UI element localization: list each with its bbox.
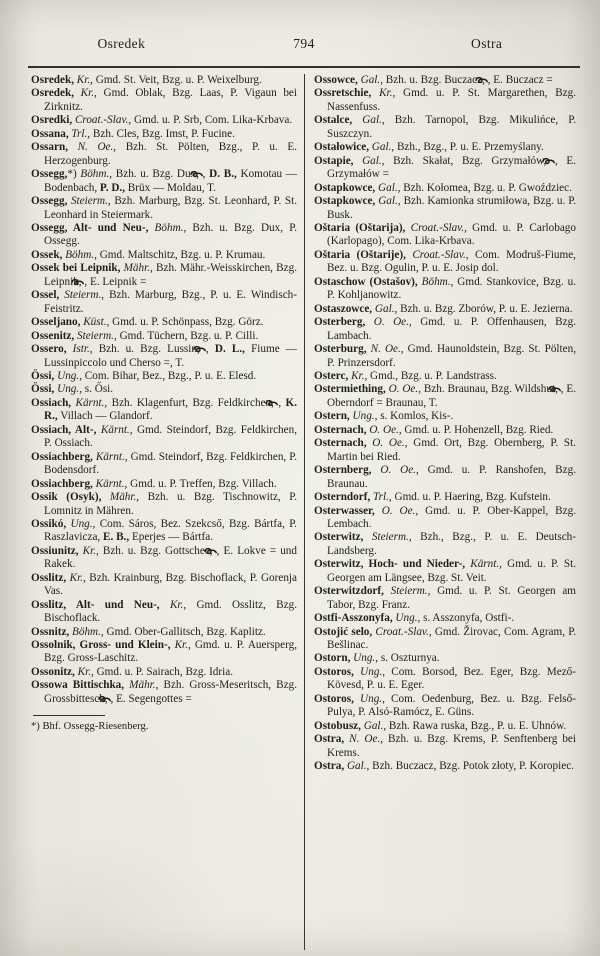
entry-headword: Osterwitz, bbox=[314, 531, 364, 544]
entry-headword: Ossel, bbox=[31, 289, 60, 302]
entry-text: Bzh. Braunau, Bzg. Wildshut, bbox=[421, 383, 561, 396]
entry-headword: Ossek bei Leipnik, bbox=[31, 262, 121, 275]
entry-text: Com. Oedenburg, Bez. u. Bzg. Felső-Pulya, P. Alsó-Ramócz, E. Güns. bbox=[327, 692, 576, 719]
entry-headword: Osslitz, bbox=[31, 571, 67, 584]
entry-text: s. Oszturnya. bbox=[378, 652, 440, 665]
entry-headword: Ossowce, bbox=[314, 74, 358, 86]
entry-region: O. Oe., bbox=[366, 423, 402, 436]
gazetteer-entry bbox=[31, 74, 297, 87]
entry-region: Ung., bbox=[353, 665, 386, 678]
entry-region: O. Oe., bbox=[371, 464, 419, 477]
gazetteer-entry bbox=[31, 168, 297, 195]
entry-headword: Ostojić selo, bbox=[314, 625, 373, 638]
column-divider bbox=[304, 74, 305, 950]
entry-region: Kr., bbox=[78, 544, 99, 557]
entry-headword: Ostałowice, bbox=[314, 141, 369, 154]
entry-region: Mähr., bbox=[101, 491, 140, 504]
entry-text: s. Asszonyfa, Ostfi-. bbox=[420, 612, 515, 625]
entry-text: Bzh., Bzg., P. u. E. Deutsch-Landsberg. bbox=[327, 531, 576, 557]
entry-headword: Ostapkowce, bbox=[314, 195, 376, 208]
entry-text: , E. Buczacz = bbox=[487, 74, 553, 86]
entry-text: Bzh. u. Bzg. Lussin, bbox=[92, 343, 206, 356]
entry-text: Gmd. Ort, Bzg. Obernberg, P. St. Martin bei Ried. bbox=[327, 437, 576, 463]
entry-bold-abbrev: D. L., bbox=[214, 343, 245, 356]
gazetteer-entry bbox=[314, 141, 576, 154]
header-right-keyword: Ostra bbox=[471, 36, 503, 51]
entry-headword: Ossegg, Alt- und Neu-, bbox=[31, 221, 149, 234]
entry-headword: Ossegg, bbox=[31, 195, 68, 208]
gazetteer-entry bbox=[314, 437, 576, 464]
entry-bold-abbrev: P. D., bbox=[99, 181, 125, 194]
entry-region: Ung., bbox=[349, 410, 378, 423]
entry-region: Ung., bbox=[392, 612, 421, 625]
gazetteer-entry bbox=[314, 155, 576, 182]
entry-headword: Ossiachberg, bbox=[31, 450, 93, 463]
entry-headword: Ossikó, bbox=[31, 517, 67, 530]
entry-text: Gmd. Maltschitz, Bzg. u. P. Krumau. bbox=[96, 248, 266, 261]
entry-text: Bzh. Klagenfurt, Bzg. Feldkirchen, bbox=[107, 396, 279, 409]
entry-text: Bzh. Gross-Meseritsch, Bzg. Grossbittesch, bbox=[44, 679, 297, 705]
entry-region: O. Oe., bbox=[366, 437, 408, 450]
gazetteer-entry bbox=[314, 733, 576, 760]
entry-text: Bzh. Mähr.-Weisskirchen, Bzg. Leipnik, bbox=[44, 262, 297, 288]
entry-region: O. Oe., bbox=[385, 383, 421, 396]
entry-region: Ung., bbox=[350, 652, 379, 665]
entry-region: Trl., bbox=[68, 127, 91, 140]
entry-headword: Osredek, bbox=[31, 87, 74, 100]
entry-headword: Ostobusz, bbox=[314, 719, 361, 732]
entry-region: Böhm., bbox=[80, 168, 113, 181]
entry-region: Mähr., bbox=[120, 262, 153, 275]
entry-text: , E. Segengottes = bbox=[110, 692, 192, 705]
gazetteer-entry bbox=[314, 74, 576, 87]
entry-region: Trl., bbox=[370, 491, 392, 504]
entry-text: Bzh. Rawa ruska, Bzg., P. u. E. Uhnów. bbox=[386, 719, 567, 732]
entry-text: Bzh. Kołomea, Bzg. u. P. Gwoździec. bbox=[400, 181, 572, 194]
entry-headword: Osternach, bbox=[314, 437, 367, 450]
gazetteer-entry bbox=[314, 303, 576, 316]
entry-region: Kärnt., bbox=[465, 558, 502, 571]
entry-region: Böhm., bbox=[69, 625, 104, 638]
gazetteer-entry bbox=[314, 585, 576, 612]
entry-text: Bzh. Tarnopol, Bzg. Mikulińce, P. Suszczyn. bbox=[327, 114, 576, 140]
page-number: 794 bbox=[293, 36, 315, 51]
gazetteer-entry bbox=[31, 114, 297, 127]
entry-headword: Ossiach, bbox=[31, 396, 72, 409]
gazetteer-entry bbox=[314, 491, 576, 504]
entry-headword: Ostra, bbox=[314, 733, 345, 746]
entry-region: Kr., bbox=[74, 74, 93, 86]
entry-region: Steierm., bbox=[59, 289, 105, 302]
entry-text: Bzh. u. Bzg. Dux, P. Ossegg. bbox=[44, 221, 297, 248]
entry-text: Gmd., Bzg. u. P. Landstrass. bbox=[367, 369, 497, 382]
gazetteer-entry bbox=[31, 518, 297, 545]
entry-text: Gmd. u. P. Haering, Bzg. Kufstein. bbox=[391, 491, 551, 504]
entry-headword: Ostfi-Asszonyfa, bbox=[314, 612, 393, 625]
entry-headword: Ostalce, bbox=[314, 114, 353, 127]
entry-text: Gmd. u. P. St. Margarethen, Bzg. Nassenfuss. bbox=[327, 87, 577, 113]
entry-text: , bbox=[202, 168, 210, 181]
entry-headword: Osredki, bbox=[31, 114, 73, 127]
entry-bold-abbrev: E. B., bbox=[103, 531, 130, 544]
entry-headword: Ossretschie, bbox=[314, 87, 372, 100]
entry-bold-abbrev: D. B., bbox=[209, 168, 237, 181]
entry-text: Gmd. u. P. Ranshofen, Bzg. Braunau. bbox=[327, 464, 577, 490]
entry-region: O. Oe., bbox=[374, 504, 419, 517]
entry-region: Kr., bbox=[348, 369, 368, 382]
entry-region: Kr., bbox=[170, 639, 191, 652]
entry-text: , E. Lokve = und Rakek. bbox=[44, 544, 297, 571]
entry-region: O. Oe., bbox=[365, 316, 412, 329]
gazetteer-entry bbox=[31, 289, 297, 316]
gazetteer-entry bbox=[31, 639, 297, 666]
gazetteer-entry bbox=[31, 383, 297, 396]
gazetteer-entry bbox=[31, 478, 297, 491]
entry-region: Gal., bbox=[375, 195, 401, 208]
entry-headword: Ossiunitz, bbox=[31, 544, 79, 557]
header-left-keyword: Osredek bbox=[97, 36, 146, 51]
entry-region: Gal., bbox=[353, 154, 385, 167]
gazetteer-entry bbox=[31, 343, 297, 370]
entry-headword: Osterwitz, Hoch- und Nieder-, bbox=[314, 558, 466, 571]
gazetteer-entry bbox=[31, 330, 297, 343]
entry-region: Steierm., bbox=[67, 195, 111, 208]
entry-headword: Össi, bbox=[31, 369, 55, 382]
footnote-marker: *) bbox=[31, 721, 40, 733]
entry-headword: Ostoros, bbox=[314, 665, 354, 678]
header-rule bbox=[28, 66, 580, 68]
entry-text: Gmd. Ober-Gallitsch, Bzg. Kaplitz. bbox=[103, 625, 266, 638]
entry-text: , E. Leipnik = bbox=[84, 275, 147, 288]
gazetteer-entry bbox=[31, 370, 297, 383]
entry-headword: Osternach, bbox=[314, 423, 367, 436]
entry-region: N. Oe., bbox=[68, 141, 117, 154]
entry-region: Croat.-Slav., bbox=[72, 114, 132, 127]
entry-region: Mähr., bbox=[124, 679, 159, 692]
entry-headword: Osterburg, bbox=[314, 343, 367, 356]
entry-text: Bzh. St. Pölten, Bzg., P. u. E. Herzogenburg. bbox=[44, 141, 297, 167]
entry-headword: Osternberg, bbox=[314, 464, 372, 477]
entry-region: Steierm., bbox=[363, 531, 412, 544]
entry-region: Ung., bbox=[353, 692, 385, 705]
entry-text: Komotau — Bodenbach, bbox=[44, 168, 298, 194]
entry-headword: Ossarn, bbox=[31, 141, 68, 154]
gazetteer-entry bbox=[314, 666, 576, 693]
gazetteer-entry bbox=[314, 410, 576, 423]
entry-text: Gmd. Žirovac, Com. Agram, P. Bešlinac. bbox=[327, 625, 576, 652]
gazetteer-entry bbox=[31, 222, 297, 249]
entry-headword: Oštaria (Oštarije), bbox=[314, 248, 406, 261]
gazetteer-entry bbox=[314, 720, 576, 733]
entry-headword: Ossik (Osyk), bbox=[31, 491, 102, 504]
entry-headword: Osterwasser, bbox=[314, 504, 375, 517]
entry-region: Gal., bbox=[369, 141, 395, 154]
entry-text: Fiume — Lussinpiccolo und Cherso =, T. bbox=[44, 343, 297, 369]
entry-headword: Ostern, bbox=[314, 410, 350, 423]
entry-region: Kr., bbox=[371, 87, 396, 100]
gazetteer-entry bbox=[314, 195, 576, 222]
entry-text: Bzh. u. Bzg. Dux, bbox=[112, 168, 203, 181]
entry-text: Gmd. u. P. St. Georgen am Tabor, Bzg. Franz. bbox=[327, 585, 576, 611]
entry-region: N. Oe., bbox=[366, 343, 404, 356]
entry-headword: Osslitz, Alt- und Neu-, bbox=[31, 598, 160, 611]
entry-text: Bzh. Krainburg, Bzg. Bischoflack, P. Gorenja Vas. bbox=[44, 571, 297, 598]
gazetteer-entry bbox=[31, 424, 297, 451]
entry-headword: Ossiach, Alt-, bbox=[31, 423, 97, 436]
gazetteer-entry bbox=[31, 316, 297, 329]
entry-region: Böhm., bbox=[417, 275, 454, 288]
gazetteer-entry bbox=[31, 451, 297, 478]
entry-headword: Ostermiething, bbox=[314, 383, 386, 396]
gazetteer-entry bbox=[314, 383, 576, 410]
gazetteer-entry bbox=[31, 262, 297, 289]
entry-headword: Ossowa Bittischka, bbox=[31, 679, 125, 692]
entry-region: Ung., bbox=[54, 383, 82, 396]
entry-headword: Ossek, bbox=[31, 248, 63, 261]
gazetteer-entry bbox=[314, 370, 576, 383]
entry-text: Bzh. u. Bzg. Buczacz, bbox=[382, 74, 488, 86]
entry-region: Kärnt., bbox=[92, 450, 128, 463]
gazetteer-entry bbox=[31, 626, 297, 639]
entry-text: Gmd. Haunoldstein, Bzg. St. Pölten, P. Prinzersdorf. bbox=[327, 343, 576, 369]
entry-text: Com. Bihar, Bez., Bzg., P. u. E. Elesd. bbox=[82, 369, 257, 382]
entry-text: Gmd. Oblak, Bzg. Laas, P. Vigaun bei Zirknitz. bbox=[44, 87, 297, 113]
entry-text: Gmd. u. P. Treffen, Bzg. Villach. bbox=[127, 477, 277, 490]
gazetteer-entry bbox=[314, 182, 576, 195]
gazetteer-entry bbox=[31, 599, 297, 626]
entry-text: Gmd. u. P. Sairach, Bzg. Idria. bbox=[93, 665, 233, 678]
gazetteer-entry bbox=[314, 424, 576, 437]
entry-region: Küst., bbox=[80, 316, 110, 329]
entry-region: Ung., bbox=[66, 517, 96, 530]
gazetteer-entry bbox=[314, 626, 576, 653]
entry-text: Bzh. Marburg, Bzg., P. u. E. Windisch-Feistritz. bbox=[44, 289, 297, 315]
entry-text: Bzh. Cles, Bzg. Imst, P. Fucine. bbox=[90, 127, 235, 140]
entry-text: *) bbox=[67, 168, 81, 181]
entry-headword: Ossnitz, bbox=[31, 625, 70, 638]
gazetteer-entry bbox=[31, 666, 297, 679]
entry-region: Böhm., bbox=[62, 248, 97, 261]
entry-headword: Ostapie, bbox=[314, 154, 354, 167]
gazetteer-entry bbox=[31, 491, 297, 518]
entry-region: Böhm., bbox=[148, 221, 187, 234]
entry-region: Kr., bbox=[74, 87, 97, 100]
entry-region: Gal., bbox=[360, 719, 387, 732]
entry-headword: Osredek, bbox=[31, 74, 74, 86]
gazetteer-entry bbox=[314, 693, 576, 720]
entry-text: , E. Oberndorf = Braunau, T. bbox=[327, 383, 577, 409]
entry-text: , bbox=[205, 343, 215, 356]
footnote bbox=[31, 720, 297, 733]
entry-text: Gmd. Steindorf, Bzg. Feldkirchen, P. Ossiach. bbox=[44, 423, 297, 450]
gazetteer-entry bbox=[31, 545, 297, 572]
entry-headword: Össi, bbox=[31, 383, 55, 396]
entry-headword: Ossiachberg, bbox=[31, 477, 93, 490]
entry-region: Croat.-Slav., bbox=[405, 221, 467, 234]
entry-text: Gmd. u. P. Ober-Kappel, Bzg. Lembach. bbox=[327, 504, 576, 530]
entry-region: Gal., bbox=[352, 114, 385, 127]
gazetteer-entry bbox=[314, 612, 576, 625]
entry-text: Com. Modruš-Fiume, Bez. u. Bzg. Ogulin, P. u. E. Josip dol. bbox=[327, 248, 576, 275]
entry-region: Ung., bbox=[54, 369, 82, 382]
entry-region: N. Oe., bbox=[344, 733, 384, 746]
entry-text: Bzh. u. Bzg. Tischnowitz, P. Lomnitz in Mähren. bbox=[44, 491, 297, 517]
gazetteer-entry bbox=[314, 464, 576, 491]
entry-headword: Oštaria (Oštarija), bbox=[314, 221, 406, 234]
entry-region: Croat.-Slav., bbox=[405, 248, 469, 261]
entry-text: Gmd. Stankovice, Bzg. u. P. Kohljanowitz. bbox=[327, 275, 576, 302]
entry-text: Gmd. Osslitz, Bzg. Bischoflack. bbox=[44, 598, 298, 625]
entry-region: Kärnt., bbox=[71, 396, 108, 409]
entry-text: Gmd. u. P. Offenhausen, Bzg. Lambach. bbox=[327, 316, 576, 342]
entry-headword: Ossegg, bbox=[31, 168, 68, 181]
gazetteer-entry bbox=[314, 249, 576, 276]
entry-headword: Osterc, bbox=[314, 369, 349, 382]
entry-headword: Ostoros, bbox=[314, 692, 354, 705]
entry-region: Istr., bbox=[66, 343, 93, 356]
gazetteer-entry bbox=[314, 531, 576, 558]
gazetteer-entry bbox=[314, 316, 576, 343]
entry-headword: Ossonitz, bbox=[31, 665, 75, 678]
gazetteer-entry bbox=[314, 276, 576, 303]
gazetteer-entry bbox=[314, 652, 576, 665]
entry-text: s. Ősi. bbox=[82, 383, 114, 396]
entry-region: Croat.-Slav., bbox=[372, 625, 432, 638]
entry-headword: Ossolnik, Gross- und Klein-, bbox=[31, 639, 171, 652]
entry-headword: Ossenitz, bbox=[31, 329, 75, 342]
entry-text: , E. Grzymałów = bbox=[327, 154, 576, 181]
entry-headword: Ostaschow (Ostašov), bbox=[314, 275, 418, 288]
entry-headword: Ossana, bbox=[31, 127, 69, 140]
entry-text: Gmd. Steindorf, Bzg. Feldkirchen, P. Bodensdorf. bbox=[44, 450, 297, 477]
entry-text: Com. Sáros, Bez. Szekcső, Bzg. Bártfa, P. Raszlavicza, bbox=[44, 517, 297, 544]
entry-headword: Osterberg, bbox=[314, 316, 366, 329]
entry-region: Gal., bbox=[375, 181, 401, 194]
entry-text: s. Komlos, Kis-. bbox=[377, 410, 454, 423]
entry-text: Gmd. u. P. Carlobago (Karlopago), Com. Lika-Krbava. bbox=[327, 221, 576, 248]
entry-region: Gal., bbox=[372, 302, 398, 315]
gazetteer-entry bbox=[31, 679, 297, 706]
entry-headword: Osterwitzdorf, bbox=[314, 585, 384, 598]
entry-text: Com. Borsod, Bez. Eger, Bzg. Mező-Kövesd, P. u. E. Eger. bbox=[327, 665, 576, 692]
gazetteer-entry bbox=[31, 128, 297, 141]
gazetteer-entry bbox=[314, 558, 576, 585]
entry-text: Bzh. u. Bzg. Zborów, P. u. E. Jezierna. bbox=[397, 302, 573, 315]
entry-text: Gmd. u. P. St. Georgen am Längsee, Bzg. St. Veit. bbox=[327, 558, 576, 584]
gazetteer-entry bbox=[314, 343, 576, 370]
entry-text: Gmd. u. P. Srb, Com. Lika-Krbava. bbox=[131, 114, 293, 127]
gazetteer-entry bbox=[314, 222, 576, 249]
entry-text: Gmd. u. P. Auersperg, Bzg. Gross-Laschitz. bbox=[44, 639, 298, 665]
column-left bbox=[31, 74, 297, 950]
entry-region: Steierm., bbox=[383, 585, 431, 598]
entry-text: Bzh. u. Bzg. Gottschee, bbox=[98, 544, 217, 557]
entry-region: Gal., bbox=[344, 760, 370, 773]
entry-text: Gmd. u. P. Hohenzell, Bzg. Ried. bbox=[401, 423, 554, 436]
page-header bbox=[30, 36, 578, 52]
entry-text: Brüx — Moldau, T. bbox=[125, 181, 216, 194]
entry-text: Gmd. u. P. Schönpass, Bzg. Görz. bbox=[109, 316, 264, 329]
gazetteer-entry bbox=[314, 87, 576, 114]
entry-text: Eperjes — Bártfa. bbox=[129, 531, 214, 544]
gazetteer-entry bbox=[31, 249, 297, 262]
gazetteer-entry bbox=[314, 505, 576, 532]
entry-text: Bzh. Skałat, Bzg. Grzymałów, bbox=[384, 154, 555, 167]
entry-region: Kr., bbox=[66, 571, 86, 584]
gazetteer-entry bbox=[31, 87, 297, 114]
gazetteer-entry bbox=[31, 572, 297, 599]
entry-region: Kr., bbox=[74, 665, 94, 678]
text-columns bbox=[31, 74, 580, 950]
entry-text: Bzh. Kamionka strumiłowa, Bzg. u. P. Busk. bbox=[327, 195, 577, 221]
gazetteer-entry bbox=[314, 760, 576, 773]
entry-text: Bzh. Marburg, Bzg. St. Leonhard, P. St. Leonhard in Steiermark. bbox=[44, 195, 297, 221]
entry-text: , bbox=[278, 396, 286, 409]
entry-region: Kärnt., bbox=[92, 477, 128, 490]
entry-region: Gal., bbox=[357, 74, 383, 86]
entry-headword: Ossero, bbox=[31, 343, 67, 356]
gazetteer-entry bbox=[31, 397, 297, 424]
gazetteer-entry bbox=[31, 141, 297, 168]
entry-region: Steierm., bbox=[74, 329, 117, 342]
gazetteer-entry bbox=[31, 195, 297, 222]
entry-text: Gmd. Tüchern, Bzg. u. P. Cilli. bbox=[116, 329, 259, 342]
entry-headword: Ostapkowce, bbox=[314, 181, 376, 194]
entry-headword: Osterndorf, bbox=[314, 491, 371, 504]
footnote-rule bbox=[33, 715, 105, 716]
entry-headword: Ostaszowce, bbox=[314, 302, 373, 315]
entry-bold-abbrev: K. R., bbox=[44, 396, 298, 423]
entry-text: Bzh., Bzg., P. u. E. Przemyślany. bbox=[394, 141, 544, 154]
entry-region: Kr., bbox=[159, 598, 187, 611]
entry-text: Bzh. Buczacz, Bzg. Potok złoty, P. Koropiec. bbox=[369, 760, 574, 773]
entry-text: Villach — Glandorf. bbox=[57, 410, 153, 423]
entry-headword: Ostorn, bbox=[314, 652, 351, 665]
entry-region: Kärnt., bbox=[96, 423, 133, 436]
entry-headword: Osseljano, bbox=[31, 316, 81, 329]
footnote-text: Bhf. Ossegg-Riesenberg. bbox=[39, 721, 149, 733]
column-right bbox=[314, 74, 576, 950]
entry-headword: Ostra, bbox=[314, 760, 345, 773]
entry-text: Bzh. u. Bzg. Krems, P. Senftenberg bei Krems. bbox=[327, 733, 576, 759]
gazetteer-entry bbox=[314, 114, 576, 141]
entry-text: Gmd. St. Veit, Bzg. u. P. Weixelburg. bbox=[92, 74, 262, 86]
